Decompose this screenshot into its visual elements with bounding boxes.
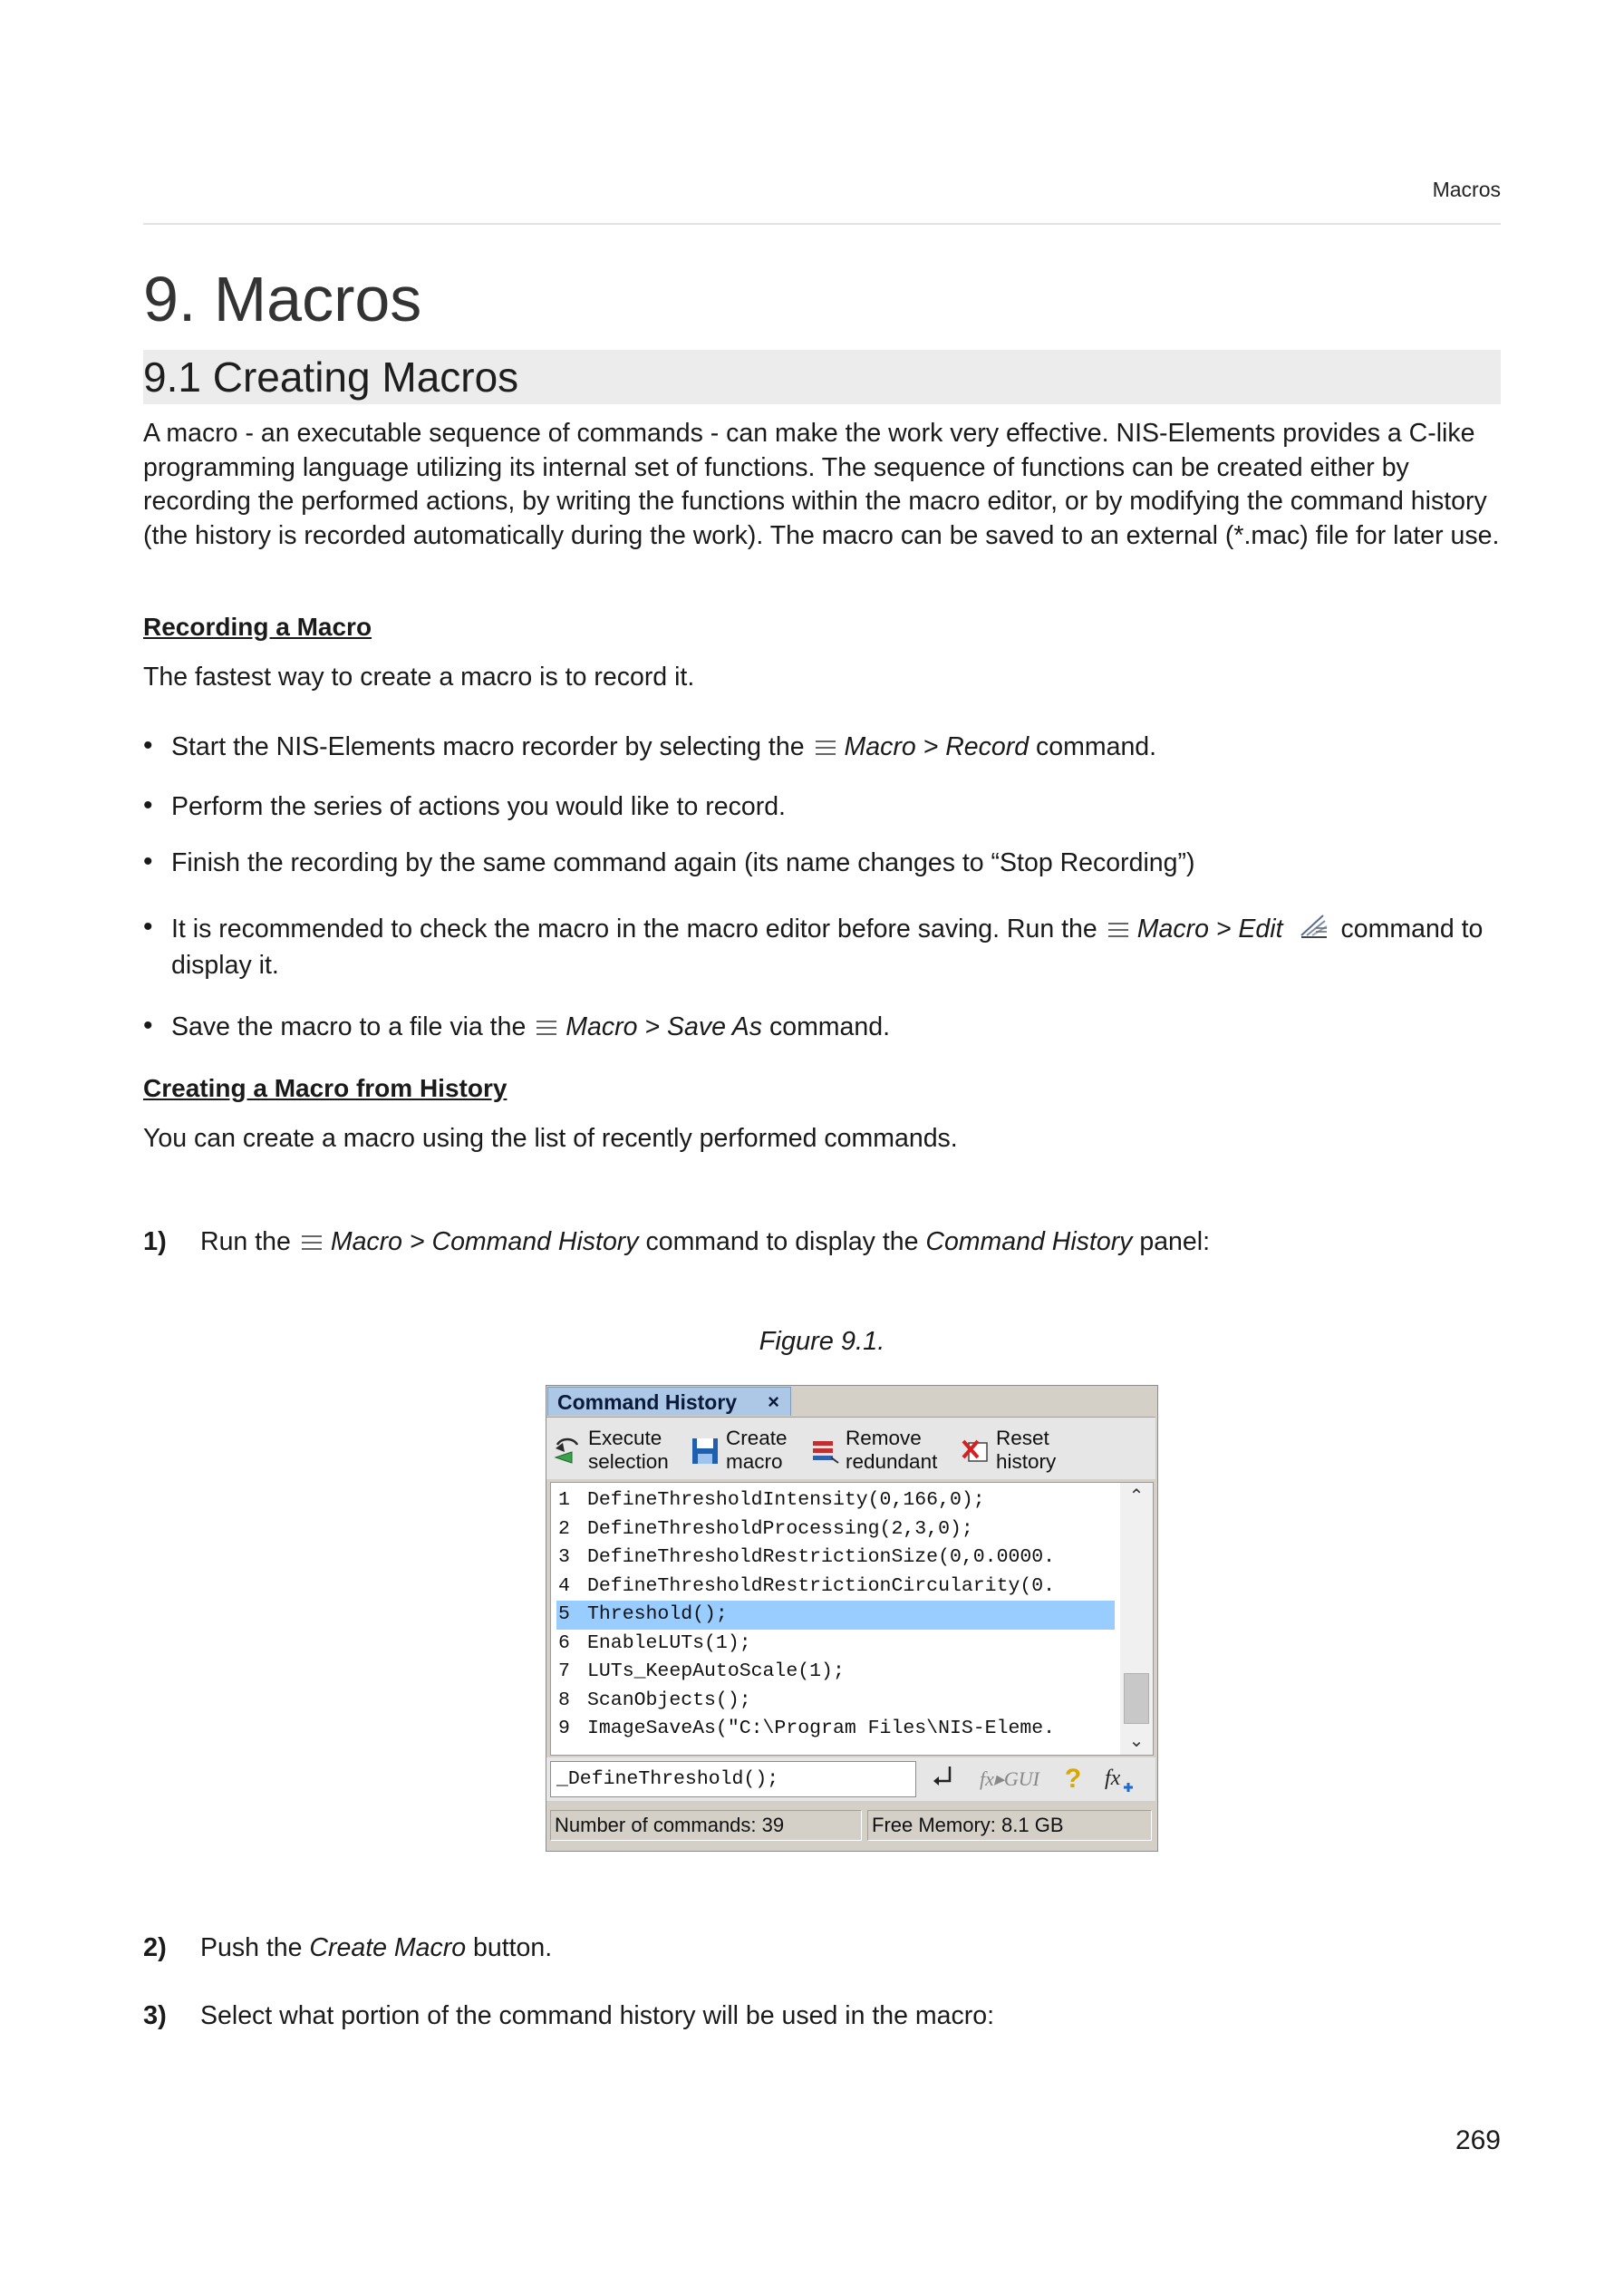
section-title: 9.1 Creating Macros — [143, 353, 519, 401]
tab-title: Command History — [557, 1390, 738, 1414]
help-icon[interactable]: ? — [1064, 1764, 1082, 1794]
scroll-thumb[interactable] — [1124, 1673, 1149, 1724]
panel-tabstrip — [546, 1386, 1155, 1417]
command-list[interactable] — [550, 1482, 1154, 1756]
command-input[interactable]: _DefineThreshold(); — [550, 1761, 916, 1797]
recording-lead: The fastest way to create a macro is to record it. — [143, 663, 695, 692]
list-item[interactable]: 9 ImageSaveAs("C:\Program Files\NIS-Eleme. — [558, 1718, 1056, 1739]
command-entry-row — [546, 1757, 1155, 1801]
menu-icon — [816, 736, 836, 760]
bullet-dot: • — [143, 790, 153, 820]
intro-paragraph: A macro - an executable sequence of commands - can make the work very effective. NIS-Elements provides a C-like programming language utilizing its internal set of functions. The sequence of functions can be created either by recording the performed actions, by writing the functions within the macro editor, or by modifying the command history (the history is recorded automatically during the work). The macro can be saved to an external (*.mac) file for later use. — [143, 419, 1500, 550]
menu-path: Macro > Command History — [330, 1227, 639, 1256]
vertical-scrollbar[interactable] — [1120, 1483, 1153, 1755]
list-item[interactable]: 7 LUTs_KeepAutoScale(1); — [558, 1660, 845, 1682]
bullet-5-text: Save the macro to a file via the — [171, 1012, 527, 1041]
bullet-dot: • — [143, 912, 153, 942]
fx-gui-button[interactable]: fx▸GUI — [979, 1767, 1040, 1790]
scroll-up-icon[interactable]: ⌃ — [1128, 1486, 1145, 1506]
command-history-tab[interactable] — [547, 1387, 791, 1416]
macro-edit-icon — [1298, 912, 1329, 949]
header-divider — [143, 223, 1501, 225]
bullet-2-text: Perform the series of actions you would like to record. — [171, 792, 786, 821]
list-item[interactable]: 6 EnableLUTs(1); — [558, 1631, 751, 1654]
bullet-1-text: Start the NIS-Elements macro recorder by selecting the — [171, 732, 805, 761]
chapter-title: 9. Macros — [143, 264, 422, 334]
step-1-text: Run the — [200, 1227, 291, 1256]
bullet-dot: • — [143, 731, 153, 760]
list-item-selected[interactable]: 5 Threshold(); — [556, 1601, 1115, 1630]
menu-icon — [1108, 918, 1128, 942]
list-item[interactable]: 4 DefineThresholdRestrictionCircularity(0. — [558, 1574, 1056, 1597]
menu-path: Macro > Record — [844, 732, 1030, 761]
step-number: 3) — [143, 2001, 167, 2030]
save-icon — [690, 1434, 720, 1466]
menu-path: Macro > Edit — [1136, 914, 1283, 944]
bullet-4-text: It is recommended to check the macro in the macro editor before saving. Run the — [171, 914, 1097, 944]
running-header: Macros — [1432, 178, 1501, 201]
list-item[interactable]: 1 DefineThresholdIntensity(0,166,0); — [558, 1489, 985, 1511]
list-item[interactable]: 3 DefineThresholdRestrictionSize(0,0.0000. — [558, 1546, 1056, 1568]
step-number: 1) — [143, 1227, 167, 1256]
insert-function-icon[interactable] — [1099, 1763, 1139, 1796]
status-free-memory: Free Memory: 8.1 GB — [867, 1810, 1152, 1841]
page-number: 269 — [1455, 2125, 1501, 2155]
remove-redundant-icon — [809, 1434, 840, 1466]
enter-icon[interactable] — [925, 1763, 962, 1796]
document-page: Macros 9. Macros 9.1 Creating Macros A macro - an executable sequence of commands - can make the work very effective. NIS-Elements provides a C-like programming language utilizing its internal set of functions. The sequence of functions can be created either by recording the performed actions, by writing the functions within the macro editor, or by modifying the command history (the history is recorded automatically during the work). The macro can be saved to an external (*.mac) file for later use. Recording a Macro The fastest way to create a macro is to record it. • Start the NIS-Elements macro recorder by selecting the Macro > Record command. • Perform the series of actions you would like to record. • Finish the recording by the same command again (its name changes to “Stop Recording”) • It is recommended to check the macro in the macro editor before saving. Run the Macro > Edit command to display it. • Save the macro to a file via the Macro > Save As command. Creating a Macro from History You can create a macro using the list of recently performed commands. 1) Run the Macro > Command History command to display the Command History panel: Figure 9.1. Command History × Execute selection Create macro Remove redundant Reset history 1 DefineThresholdIntensity(0,166,0); 2 DefineThresholdProcessing(2,3,0); 3 DefineThresholdRestrictionSize(0,0.0000. 4 DefineThresholdRestrictionCircularity(0. 5 Threshold(); 6 EnableLUTs(1); 7 LUTs_KeepAutoScale(1); 8 ScanObjects(); 9 ImageSaveAs("C:\Program Files\NIS-Eleme. ⌃ ⌄ _DefineThreshold(); fx▸GUI ? fx Number of commands: 39 Free Memory: 8.1 GB 2) Push the Create Macro button. 3) Select what portion of the command history will be used in the macro: 269 — [143, 178, 1501, 2155]
step-2-text: Push the — [200, 1933, 310, 1962]
bullet-3-text: Finish the recording by the same command again (its name changes to “Stop Recording”) — [171, 848, 1195, 877]
reset-icon — [960, 1434, 991, 1466]
list-item[interactable]: 8 ScanObjects(); — [558, 1689, 751, 1711]
execute-icon — [552, 1434, 583, 1466]
history-lead: You can create a macro using the list of recently performed commands. — [143, 1124, 958, 1153]
scroll-down-icon[interactable]: ⌄ — [1128, 1731, 1145, 1751]
panel-toolbar: Execute selection Create macro Remove redundant Reset history — [546, 1417, 1155, 1479]
figure-caption: Figure 9.1. — [759, 1327, 885, 1356]
status-bar — [546, 1805, 1155, 1848]
status-commands-count: Number of commands: 39 — [550, 1810, 862, 1841]
menu-icon — [536, 1016, 556, 1040]
recording-heading: Recording a Macro — [143, 613, 372, 641]
bullet-dot: • — [143, 1011, 153, 1041]
history-heading: Creating a Macro from History — [143, 1074, 508, 1102]
step-3-text: Select what portion of the command history will be used in the macro: — [200, 2001, 995, 2030]
bullet-dot: • — [143, 847, 153, 876]
step-number: 2) — [143, 1933, 167, 1962]
close-icon[interactable]: × — [768, 1390, 779, 1413]
command-history-panel — [546, 1385, 1158, 1852]
list-item[interactable]: 2 DefineThresholdProcessing(2,3,0); — [558, 1517, 973, 1540]
menu-icon — [302, 1231, 322, 1254]
svg-text:fx: fx — [1105, 1766, 1121, 1790]
menu-path: Macro > Save As — [566, 1012, 763, 1041]
